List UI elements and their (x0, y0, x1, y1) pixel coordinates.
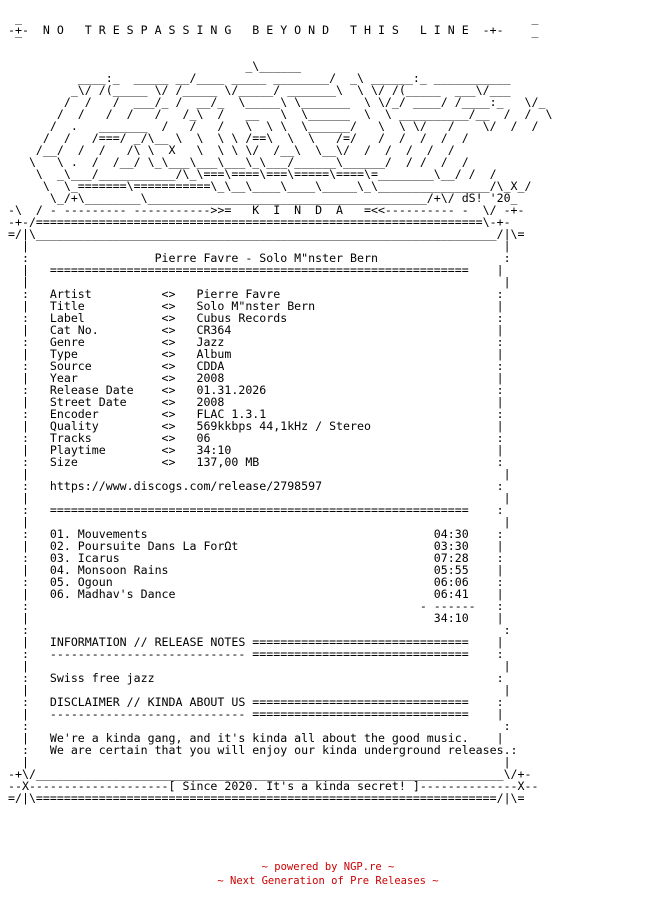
nfo-text-block: _ _ -+- N O T R E S P A S S I N G B E Y O N D T H I S L I N E -+- ‾ ‾ _\______ ____:_ _____ __/____ _____ ________/ _\ ______:_ ___________ _\/ /(_____ \/ /_____ \/_____/ _______\ \ \/ /(_____ ___\/___ / / / ___/_ / __/_ \_____\ \_______ \ \/_/ ____/ /____:_ \/_ / / / / / /_\ / __ \ \______ \ \ __________/__ / / \ / . _______ / / / \ \ \ \______/ \ \ \/ / \/ / / / / /===/ _/\__ \ \ \ \ /==\ \ \ /=/ / / / / / /__/ / / /\ \ X \ \ \ \/ /__\ \__\/ / / / / / \ \ . / /__/ \_\___\___\___\_\___/______\______/ / / / / \ _\___/___________/\_\===\====\===\=====\====\=________\__/ / / \ \_=======\===========\_\__\____\____\_____\_\________________/\_X_/ \_/+\________\________________________________________/+\/ dS! '20_ -\ / - --------- ----------->>= K I N D A =<<---------- - \/ -+- -+-/================================================================\-+- =/|\__________________________________________________________________/|\= | | : Pierre Favre - Solo M"nster Bern : | ============================================================ | | | : Artist <> Pierre Favre : | Title <> Solo M"nster Bern | : Label <> Cubus Records : | Cat No. <> CR364 | : Genre <> Jazz : | Type <> Album | : Source <> CDDA : | Year <> 2008 | : Release Date <> 01.31.2026 : | Street Date <> 2008 | : Encoder <> FLAC 1.3.1 : | Quality <> 569kkbps 44,1kHz / Stereo | : Tracks <> 06 : | Playtime <> 34:10 | : Size <> 137,00 MB : | | : https://www.discogs.com/release/2798597 : | | : ============================================================ : | | : 01. Mouvements 04:30 : | 02. Poursuite Dans La ForΩt 03:30 | : 03. Icarus 07:28 : | 04. Monsoon Rains 05:55 | : 05. Ogoun 06:06 : | 06. Madhav's Dance 06:41 | : - ------ : | 34:10 | : : | INFORMATION // RELEASE NOTES =============================== | : ---------------------------- =============================== : | | : Swiss free jazz : | | : DISCLAIMER // KINDA ABOUT US =============================== : | ---------------------------- =============================== | : : | We're a kinda gang, and it's kinda all about the good music. | : We are certain that you will enjoy our kinda underground releases.: | | -+\/___________________________________________________________________\/+- --X--------------------[ Since 2020. It's a kinda secret! ]--------------X-- =/|\==================================================================/|\= (8, 11, 553, 805)
powered-by-line[interactable]: ~ powered by NGP.re ~ (261, 861, 395, 873)
tagline-line: ~ Next Generation of Pre Releases ~ (217, 875, 439, 887)
